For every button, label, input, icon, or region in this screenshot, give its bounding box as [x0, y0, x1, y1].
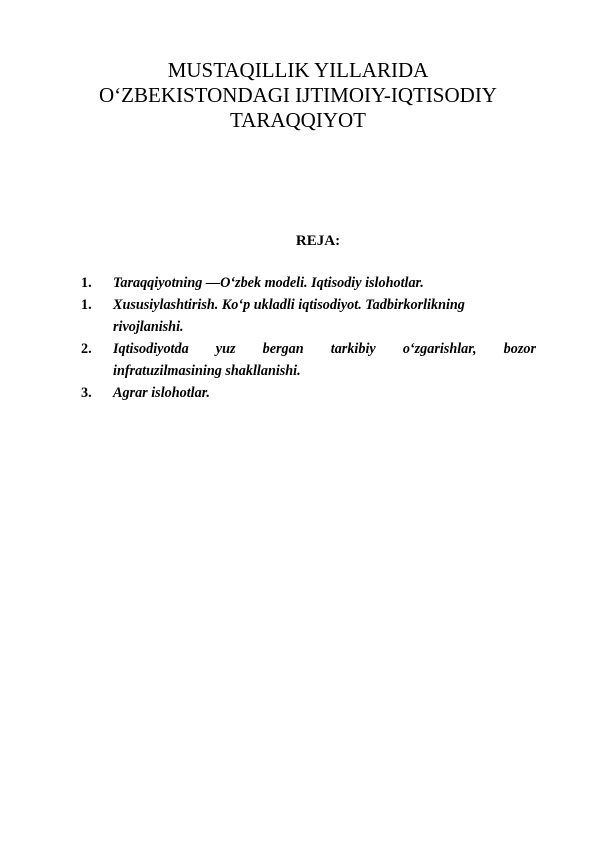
plan-item-4: [81, 382, 536, 404]
plan-item-3: [81, 338, 536, 382]
plan-heading: REJA:: [295, 233, 341, 249]
plan-item-text-line-2: infratuzilmasining shakllanishi.: [113, 363, 301, 379]
plan-item-number: 2.: [81, 341, 92, 357]
title-line-2: O‘ZBEKISTONDAGI IJTIMOIY-IQTISODIY: [99, 83, 497, 107]
plan-item-1: [81, 272, 536, 294]
plan-item-text: Xususiylashtirish. Ko‘p ukladli iqtisodiyot. Tadbirkorlikning rivojlanishi.: [113, 297, 465, 335]
title-line-3: TARAQQIYOT: [230, 108, 366, 132]
plan-list: [81, 272, 536, 404]
plan-item-text: Taraqqiyotning ―O‘zbek modeli. Iqtisodiy islohotlar.: [113, 275, 424, 291]
plan-item-number: 1.: [81, 297, 92, 313]
plan-item-2: [81, 294, 536, 338]
plan-item-number: 3.: [81, 385, 92, 401]
document-title: [60, 58, 536, 133]
plan-item-text-line-1: Iqtisodiyotda yuz bergan tarkibiy o‘zgarishlar, bozor: [113, 341, 536, 357]
plan-item-number: 1.: [81, 275, 92, 291]
title-line-1: MUSTAQILLIK YILLARIDA: [167, 58, 429, 82]
plan-item-text: [113, 338, 536, 382]
plan-item-text: Agrar islohotlar.: [113, 385, 210, 401]
